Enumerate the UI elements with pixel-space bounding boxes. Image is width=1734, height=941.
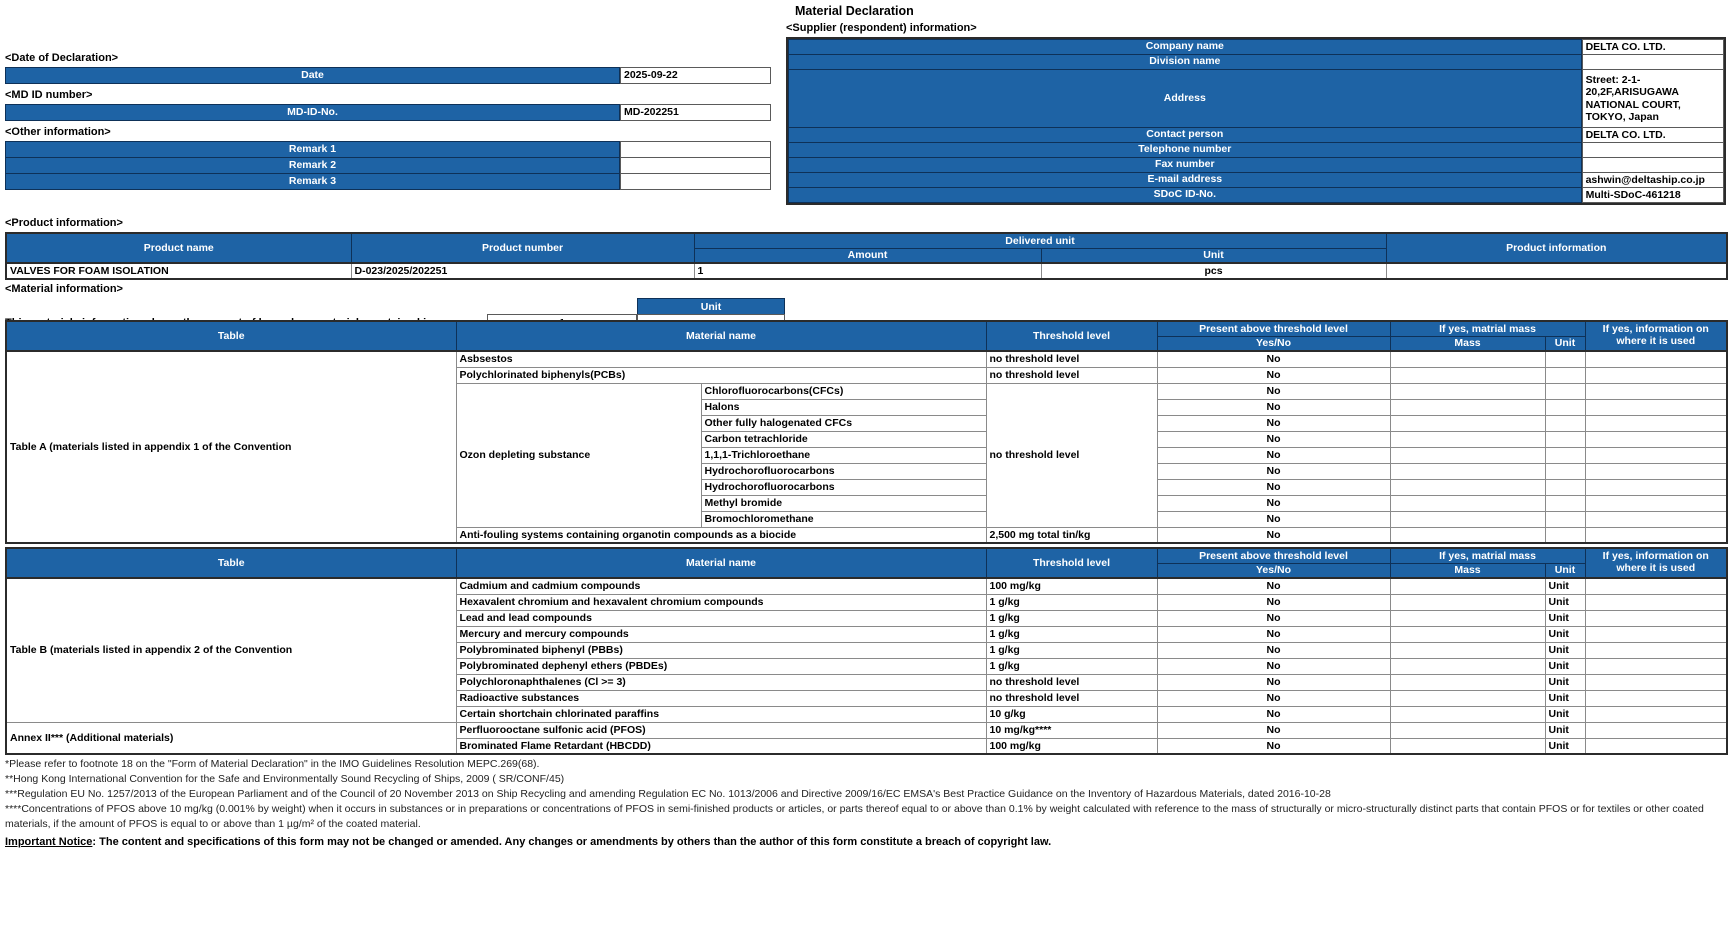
- mass-cell[interactable]: [1390, 658, 1545, 674]
- product-information-header: Product information: [1386, 233, 1727, 263]
- present-cell[interactable]: No: [1157, 367, 1390, 383]
- yes-no-header: Yes/No: [1157, 336, 1390, 351]
- mass-cell[interactable]: [1390, 578, 1545, 594]
- material-name-cell: Hexavalent chromium and hexavalent chromium compounds: [456, 594, 986, 610]
- md-id-section-label: <MD ID number>: [5, 89, 93, 101]
- remark-row: [5, 173, 771, 190]
- present-cell[interactable]: No: [1157, 658, 1390, 674]
- info-cell[interactable]: [1585, 642, 1727, 658]
- footnote-4: ****Concentrations of PFOS above 10 mg/kg (0.001% by weight) when it occurs in substances or in preparations or concentrations of PFOS in semi-finished products or articles, or parts thereof equal to or above than 0.1% by weight calculated with reference to the mass of structurally or micro-structurally distinct parts that contain PFOS or for textiles or other coated materials, if the amount of PFOS is equal to or above than 1 µg/m² of the coated material.: [5, 803, 1704, 830]
- unit-header: Unit: [1041, 248, 1386, 263]
- group-threshold-cell: no threshold level: [986, 383, 1157, 527]
- material-name-cell: Carbon tetrachloride: [701, 431, 986, 447]
- sdoc-id-value-cell[interactable]: Multi-SDoC-461218: [1582, 187, 1724, 203]
- mass-cell[interactable]: [1390, 722, 1545, 738]
- footnote-3: ***Regulation EU No. 1257/2013 of the European Parliament and of the Council of 20 November 2013 on Ship Recycling and amending Regulation EC No. 1013/2006 and Directive 2009/16/EC EMSA's Best Practice Guidance on the Inventory of Hazardous Materials, dated 2016-10-28: [5, 788, 1331, 800]
- material-name-cell: Mercury and mercury compounds: [456, 626, 986, 642]
- supplier-row: [788, 142, 1724, 158]
- unit-cell[interactable]: [1545, 399, 1585, 415]
- remark-2-label: Remark 2: [5, 157, 620, 174]
- page-title: Material Declaration: [795, 4, 914, 18]
- remark-row: [5, 157, 771, 174]
- material-name-cell: Chlorofluorocarbons(CFCs): [701, 383, 986, 399]
- threshold-cell: no threshold level: [986, 674, 1157, 690]
- info-cell[interactable]: [1585, 706, 1727, 722]
- unit-cell[interactable]: Unit: [1545, 594, 1585, 610]
- unit-cell[interactable]: Unit: [1545, 722, 1585, 738]
- fax-label: Fax number: [788, 157, 1582, 173]
- info-cell[interactable]: [1585, 527, 1727, 543]
- threshold-cell: 1 g/kg: [986, 610, 1157, 626]
- remark-1-value-cell[interactable]: [620, 141, 771, 158]
- material-name-cell: Perfluorooctane sulfonic acid (PFOS): [456, 722, 986, 738]
- important-notice-label: Important Notice: [5, 836, 93, 848]
- supplier-row: [788, 54, 1724, 70]
- unit-cell[interactable]: Unit: [1545, 610, 1585, 626]
- material-name-cell: Halons: [701, 399, 986, 415]
- mass-cell[interactable]: [1390, 527, 1545, 543]
- md-id-value-cell[interactable]: MD-202251: [620, 104, 771, 121]
- mass-cell[interactable]: [1390, 706, 1545, 722]
- material-name-header: Material name: [456, 321, 986, 351]
- threshold-level-header: Threshold level: [986, 548, 1157, 578]
- present-cell[interactable]: No: [1157, 399, 1390, 415]
- threshold-cell: 100 mg/kg: [986, 738, 1157, 754]
- footnote-1: *Please refer to footnote 18 on the "Form of Material Declaration" in the IMO Guidelines Resolution MEPC.269(68).: [5, 758, 540, 770]
- group-label-cell: Ozon depleting substance: [456, 383, 701, 527]
- product-name-header: Product name: [6, 233, 351, 263]
- unit-cell[interactable]: Unit: [1545, 706, 1585, 722]
- unit-cell[interactable]: [1545, 351, 1585, 367]
- present-above-header: Present above threshold level: [1157, 321, 1390, 336]
- email-value-cell[interactable]: ashwin@deltaship.co.jp: [1582, 172, 1724, 188]
- mass-cell[interactable]: [1390, 610, 1545, 626]
- mass-cell[interactable]: [1390, 738, 1545, 754]
- material-info-section-label: <Material information>: [5, 283, 123, 295]
- mass-cell[interactable]: [1390, 594, 1545, 610]
- table-column-header: Table: [6, 321, 456, 351]
- unit-cell[interactable]: Unit: [1545, 738, 1585, 754]
- table-b-wrap: [5, 547, 1728, 755]
- material-name-cell: Hydrochorofluorocarbons: [701, 479, 986, 495]
- unit-cell[interactable]: Unit: [1545, 674, 1585, 690]
- mass-cell[interactable]: [1390, 415, 1545, 431]
- product-name-cell[interactable]: VALVES FOR FOAM ISOLATION: [6, 263, 351, 279]
- product-information-cell[interactable]: [1386, 263, 1727, 279]
- table-a: [5, 320, 1728, 544]
- present-cell[interactable]: No: [1157, 351, 1390, 367]
- mass-cell[interactable]: [1390, 479, 1545, 495]
- threshold-cell: 1 g/kg: [986, 642, 1157, 658]
- table-row: [6, 578, 1727, 594]
- present-cell[interactable]: No: [1157, 479, 1390, 495]
- present-cell[interactable]: No: [1157, 447, 1390, 463]
- supplier-row: [788, 69, 1724, 128]
- unit-cell[interactable]: Unit: [1545, 658, 1585, 674]
- threshold-level-header: Threshold level: [986, 321, 1157, 351]
- footnotes: [5, 757, 1731, 850]
- present-cell[interactable]: No: [1157, 674, 1390, 690]
- supplier-table: [786, 37, 1726, 205]
- amount-header: Amount: [694, 248, 1041, 263]
- info-cell[interactable]: [1585, 447, 1727, 463]
- material-name-cell: Radioactive substances: [456, 690, 986, 706]
- info-cell[interactable]: [1585, 738, 1727, 754]
- unit-col-header: Unit: [1545, 563, 1585, 578]
- mass-header: Mass: [1390, 563, 1545, 578]
- important-notice-text: : The content and specifications of this form may not be changed or amended. Any changes or amendments by others than the author of this form constitute a breach of copyright law.: [92, 836, 1052, 848]
- info-cell[interactable]: [1585, 594, 1727, 610]
- threshold-cell: 100 mg/kg: [986, 578, 1157, 594]
- info-cell[interactable]: [1585, 658, 1727, 674]
- info-cell[interactable]: [1585, 431, 1727, 447]
- material-name-cell: Anti-fouling systems containing organotin compounds as a biocide: [456, 527, 986, 543]
- table-row: [6, 351, 1727, 367]
- supplier-panel: [786, 22, 1726, 205]
- unit-cell[interactable]: Unit: [1545, 690, 1585, 706]
- material-name-cell: Certain shortchain chlorinated paraffins: [456, 706, 986, 722]
- info-cell[interactable]: [1585, 383, 1727, 399]
- unit-cell[interactable]: [1545, 495, 1585, 511]
- material-name-cell: Polychloronaphthalenes (Cl >= 3): [456, 674, 986, 690]
- supplier-row: [788, 127, 1724, 143]
- mass-cell[interactable]: [1390, 495, 1545, 511]
- if-yes-info-header: If yes, information on where it is used: [1585, 548, 1727, 578]
- supplier-row: [788, 157, 1724, 173]
- present-cell[interactable]: No: [1157, 511, 1390, 527]
- material-unit-header: Unit: [637, 298, 785, 315]
- material-name-cell: Hydrochorofluorocarbons: [701, 463, 986, 479]
- division-name-label: Division name: [788, 54, 1582, 70]
- remark-1-label: Remark 1: [5, 141, 620, 158]
- material-name-cell: Polybrominated biphenyl (PBBs): [456, 642, 986, 658]
- present-cell[interactable]: No: [1157, 463, 1390, 479]
- material-name-cell: Bromochloromethane: [701, 511, 986, 527]
- if-yes-info-header: If yes, information on where it is used: [1585, 321, 1727, 351]
- important-notice: [5, 835, 1731, 850]
- material-name-cell: Asbsestos: [456, 351, 986, 367]
- mass-cell[interactable]: [1390, 447, 1545, 463]
- unit-cell[interactable]: [1545, 367, 1585, 383]
- declaration-panel: [5, 52, 771, 190]
- unit-cell[interactable]: [1545, 383, 1585, 399]
- unit-cell[interactable]: [1545, 415, 1585, 431]
- present-cell[interactable]: No: [1157, 431, 1390, 447]
- table-a-label: Table A (materials listed in appendix 1 of the Convention: [6, 351, 456, 543]
- threshold-cell: 10 mg/kg****: [986, 722, 1157, 738]
- table-row: [6, 722, 1727, 738]
- threshold-cell: 1 g/kg: [986, 626, 1157, 642]
- unit-cell[interactable]: [1545, 527, 1585, 543]
- material-name-cell: Cadmium and cadmium compounds: [456, 578, 986, 594]
- info-cell[interactable]: [1585, 415, 1727, 431]
- amount-cell[interactable]: 1: [694, 263, 1041, 279]
- info-cell[interactable]: [1585, 690, 1727, 706]
- unit-cell[interactable]: [1545, 511, 1585, 527]
- annex2-label: Annex II*** (Additional materials): [6, 722, 456, 754]
- present-cell[interactable]: No: [1157, 578, 1390, 594]
- unit-cell[interactable]: [1545, 447, 1585, 463]
- product-number-header: Product number: [351, 233, 694, 263]
- unit-col-header: Unit: [1545, 336, 1585, 351]
- supplier-section-label: <Supplier (respondent) information>: [786, 22, 977, 34]
- other-info-section-label: <Other information>: [5, 126, 111, 138]
- unit-cell[interactable]: [1545, 431, 1585, 447]
- present-cell[interactable]: No: [1157, 706, 1390, 722]
- info-cell[interactable]: [1585, 626, 1727, 642]
- company-name-label: Company name: [788, 39, 1582, 55]
- threshold-cell: 10 g/kg: [986, 706, 1157, 722]
- threshold-cell: no threshold level: [986, 367, 1157, 383]
- present-cell[interactable]: No: [1157, 610, 1390, 626]
- info-cell[interactable]: [1585, 578, 1727, 594]
- material-name-cell: 1,1,1-Trichloroethane: [701, 447, 986, 463]
- contact-person-value-cell[interactable]: DELTA CO. LTD.: [1582, 127, 1724, 143]
- product-section-label: <Product information>: [5, 217, 123, 229]
- threshold-cell: no threshold level: [986, 690, 1157, 706]
- address-label: Address: [788, 69, 1582, 128]
- telephone-value-cell[interactable]: [1582, 142, 1724, 158]
- present-cell[interactable]: No: [1157, 738, 1390, 754]
- address-value-cell[interactable]: Street: 2-1-20,2F,ARISUGAWA NATIONAL COURT, TOKYO, Japan: [1582, 69, 1724, 128]
- telephone-label: Telephone number: [788, 142, 1582, 158]
- present-cell[interactable]: No: [1157, 690, 1390, 706]
- mass-cell[interactable]: [1390, 351, 1545, 367]
- info-cell[interactable]: [1585, 610, 1727, 626]
- supplier-row: [788, 172, 1724, 188]
- md-id-row: [5, 104, 771, 121]
- present-cell[interactable]: No: [1157, 495, 1390, 511]
- material-name-header: Material name: [456, 548, 986, 578]
- unit-cell[interactable]: [1545, 463, 1585, 479]
- supplier-row: [788, 39, 1724, 55]
- info-cell[interactable]: [1585, 495, 1727, 511]
- fax-value-cell[interactable]: [1582, 157, 1724, 173]
- table-column-header: Table: [6, 548, 456, 578]
- remark-row: [5, 141, 771, 158]
- date-row: [5, 67, 771, 84]
- info-cell[interactable]: [1585, 367, 1727, 383]
- if-yes-mass-header: If yes, matrial mass: [1390, 321, 1585, 336]
- footnote-2: **Hong Kong International Convention for the Safe and Environmentally Sound Recycling of Ships, 2009 ( SR/CONF/45): [5, 773, 565, 785]
- unit-cell[interactable]: Unit: [1545, 626, 1585, 642]
- material-name-cell: Methyl bromide: [701, 495, 986, 511]
- date-section-label: <Date of Declaration>: [5, 52, 119, 64]
- remark-3-value-cell[interactable]: [620, 173, 771, 190]
- material-name-cell: Lead and lead compounds: [456, 610, 986, 626]
- mass-cell[interactable]: [1390, 367, 1545, 383]
- email-label: E-mail address: [788, 172, 1582, 188]
- material-name-cell: Brominated Flame Retardant (HBCDD): [456, 738, 986, 754]
- remarks-block: [5, 141, 771, 190]
- mass-cell[interactable]: [1390, 642, 1545, 658]
- present-cell[interactable]: No: [1157, 527, 1390, 543]
- present-cell[interactable]: No: [1157, 626, 1390, 642]
- mass-cell[interactable]: [1390, 463, 1545, 479]
- info-cell[interactable]: [1585, 674, 1727, 690]
- remark-2-value-cell[interactable]: [620, 157, 771, 174]
- unit-cell[interactable]: [1545, 479, 1585, 495]
- mass-cell[interactable]: [1390, 674, 1545, 690]
- threshold-cell: no threshold level: [986, 351, 1157, 367]
- remark-3-label: Remark 3: [5, 173, 620, 190]
- threshold-cell: 1 g/kg: [986, 658, 1157, 674]
- product-section: [5, 217, 1728, 280]
- date-value-cell[interactable]: 2025-09-22: [620, 67, 771, 84]
- info-cell[interactable]: [1585, 511, 1727, 527]
- mass-cell[interactable]: [1390, 690, 1545, 706]
- mass-cell[interactable]: [1390, 383, 1545, 399]
- date-label: Date: [5, 67, 620, 84]
- threshold-cell: 2,500 mg total tin/kg: [986, 527, 1157, 543]
- sdoc-id-label: SDoC ID-No.: [788, 187, 1582, 203]
- hazmat-section: [5, 320, 1728, 755]
- info-cell[interactable]: [1585, 479, 1727, 495]
- unit-cell[interactable]: Unit: [1545, 642, 1585, 658]
- present-cell[interactable]: No: [1157, 594, 1390, 610]
- unit-cell[interactable]: pcs: [1041, 263, 1386, 279]
- present-cell[interactable]: No: [1157, 415, 1390, 431]
- contact-person-label: Contact person: [788, 127, 1582, 143]
- info-cell[interactable]: [1585, 399, 1727, 415]
- present-cell[interactable]: No: [1157, 383, 1390, 399]
- table-b: [5, 547, 1728, 755]
- mass-cell[interactable]: [1390, 399, 1545, 415]
- mass-cell[interactable]: [1390, 431, 1545, 447]
- delivered-unit-header: Delivered unit: [694, 233, 1386, 248]
- company-name-value-cell[interactable]: DELTA CO. LTD.: [1582, 39, 1724, 55]
- present-cell[interactable]: No: [1157, 722, 1390, 738]
- table-b-label: Table B (materials listed in appendix 2 of the Convention: [6, 578, 456, 722]
- mass-header: Mass: [1390, 336, 1545, 351]
- material-name-cell: Other fully halogenated CFCs: [701, 415, 986, 431]
- product-row: [6, 263, 1727, 279]
- info-cell[interactable]: [1585, 463, 1727, 479]
- info-cell[interactable]: [1585, 351, 1727, 367]
- yes-no-header: Yes/No: [1157, 563, 1390, 578]
- info-cell[interactable]: [1585, 722, 1727, 738]
- product-table: [5, 232, 1728, 280]
- present-above-header: Present above threshold level: [1157, 548, 1390, 563]
- mass-cell[interactable]: [1390, 626, 1545, 642]
- present-cell[interactable]: No: [1157, 642, 1390, 658]
- md-id-label: MD-ID-No.: [5, 104, 620, 121]
- threshold-cell: 1 g/kg: [986, 594, 1157, 610]
- mass-cell[interactable]: [1390, 511, 1545, 527]
- material-name-cell: Polychlorinated biphenyls(PCBs): [456, 367, 986, 383]
- product-number-cell[interactable]: D-023/2025/202251: [351, 263, 694, 279]
- unit-cell[interactable]: Unit: [1545, 578, 1585, 594]
- if-yes-mass-header: If yes, matrial mass: [1390, 548, 1585, 563]
- material-name-cell: Polybrominated dephenyl ethers (PBDEs): [456, 658, 986, 674]
- supplier-row: [788, 187, 1724, 203]
- division-name-value-cell[interactable]: [1582, 54, 1724, 70]
